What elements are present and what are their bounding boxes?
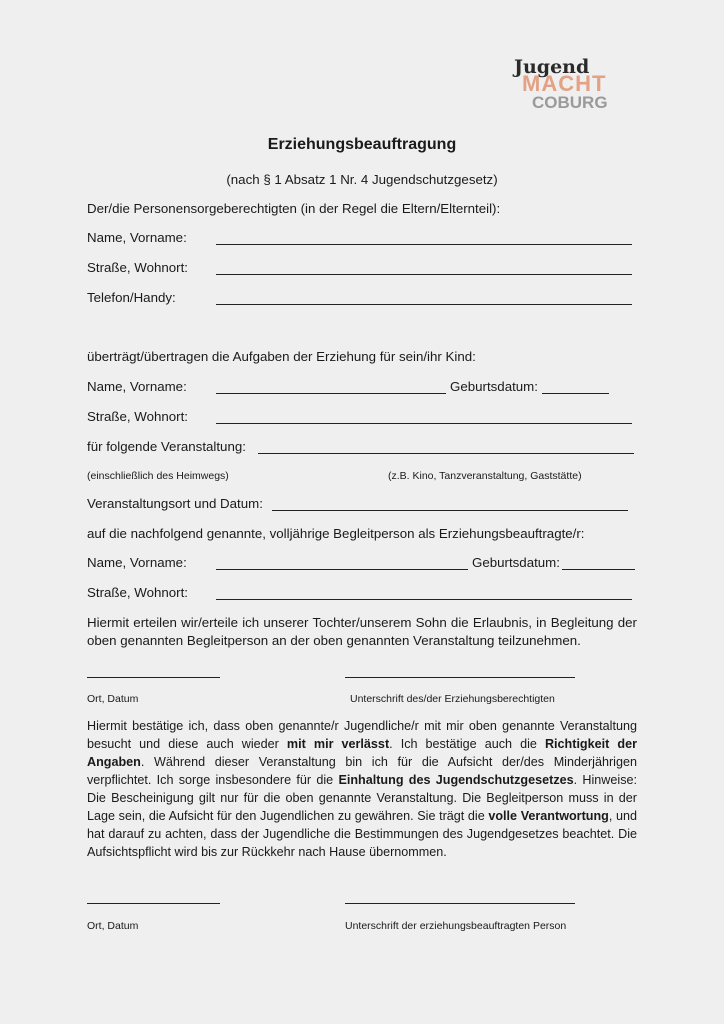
confirmation-text: Hiermit bestätige ich, dass oben genannte/r Jugendliche/r mit mir oben genannte Veranstaltung besucht und diese auch wieder mit mir verlässt. Ich bestätige auch die Richtigkeit der Angaben. Während dieser Veranstaltung bin ich für die Aufsicht der/des Minderjährigen verpflichtet. Ich sorge insbesondere für die Einhaltung des Jugendschutzgesetzes. Hinweise: Die Bescheinigung gilt nur für die oben genannte Veranstaltung. Die Begleitperson muss in der Lage sein, die Aufsicht für den Jugendlichen zu gewähren. Sie trägt die volle Verantwortung, und hat darauf zu achten, dass der Jugendliche die Bestimmungen des Jugendgesetzes beachtet. Die Aufsichtspflicht wird bis zur Rückkehr nach Hause übernommen.: [87, 719, 638, 859]
label-event: für folgende Veranstaltung:: [87, 439, 246, 454]
companion-signature-label: Unterschrift der erziehungsbeauftragten Person: [345, 920, 567, 932]
section1-heading: Der/die Personensorgeberechtigten (in der Regel die Eltern/Elternteil):: [87, 201, 501, 216]
guardian-phone-field[interactable]: [216, 304, 632, 305]
guardian-signature-label: Unterschrift des/der Erziehungsberechtigten: [350, 693, 555, 705]
logo-text: COBURG: [532, 93, 608, 112]
place-date-signature-line[interactable]: [87, 677, 220, 678]
note-homeway: (einschließlich des Heimwegs): [87, 470, 229, 482]
section3-heading: auf die nachfolgend genannte, volljährige Begleitperson als Erziehungsbeauftragte/r:: [87, 526, 585, 541]
label-street: Straße, Wohnort:: [87, 260, 188, 275]
place-date-signature-line[interactable]: [87, 903, 220, 904]
child-birthdate-field[interactable]: [542, 393, 609, 394]
jugend-macht-coburg-logo: [508, 54, 633, 116]
place-date-label: Ort, Datum: [87, 920, 139, 932]
companion-name-field[interactable]: [216, 569, 468, 570]
logo-text: Jugend: [514, 56, 590, 78]
page-title: Erziehungsbeauftragung: [267, 136, 457, 153]
logo-text: MACHT: [522, 71, 607, 96]
label-place-date: Veranstaltungsort und Datum:: [87, 496, 263, 511]
label-birthdate: Geburtsdatum:: [450, 379, 538, 394]
label-name: Name, Vorname:: [87, 230, 187, 245]
place-date-field[interactable]: [272, 510, 628, 511]
guardian-name-field[interactable]: [216, 244, 632, 245]
label-name: Name, Vorname:: [87, 379, 187, 394]
note-examples: (z.B. Kino, Tanzveranstaltung, Gaststätte): [388, 470, 582, 482]
companion-birthdate-field[interactable]: [562, 569, 635, 570]
subtitle: (nach § 1 Absatz 1 Nr. 4 Jugendschutzgesetz): [226, 172, 498, 187]
companion-street-field[interactable]: [216, 599, 632, 600]
permission-text: Hiermit erteilen wir/erteile ich unserer Tochter/unserem Sohn die Erlaubnis, in Begleitung der oben genannten Begleitperson an der oben genannten Veranstaltung teilzunehmen.: [87, 615, 637, 648]
guardian-street-field[interactable]: [216, 274, 632, 275]
child-name-field[interactable]: [216, 393, 446, 394]
label-street: Straße, Wohnort:: [87, 585, 188, 600]
child-street-field[interactable]: [216, 423, 632, 424]
companion-signature-line[interactable]: [345, 903, 575, 904]
label-birthdate: Geburtsdatum:: [472, 555, 560, 570]
label-street: Straße, Wohnort:: [87, 409, 188, 424]
section2-heading: überträgt/übertragen die Aufgaben der Erziehung für sein/ihr Kind:: [87, 349, 476, 364]
label-phone: Telefon/Handy:: [87, 290, 176, 305]
label-name: Name, Vorname:: [87, 555, 187, 570]
event-field[interactable]: [258, 453, 634, 454]
place-date-label: Ort, Datum: [87, 693, 139, 705]
guardian-signature-line[interactable]: [345, 677, 575, 678]
